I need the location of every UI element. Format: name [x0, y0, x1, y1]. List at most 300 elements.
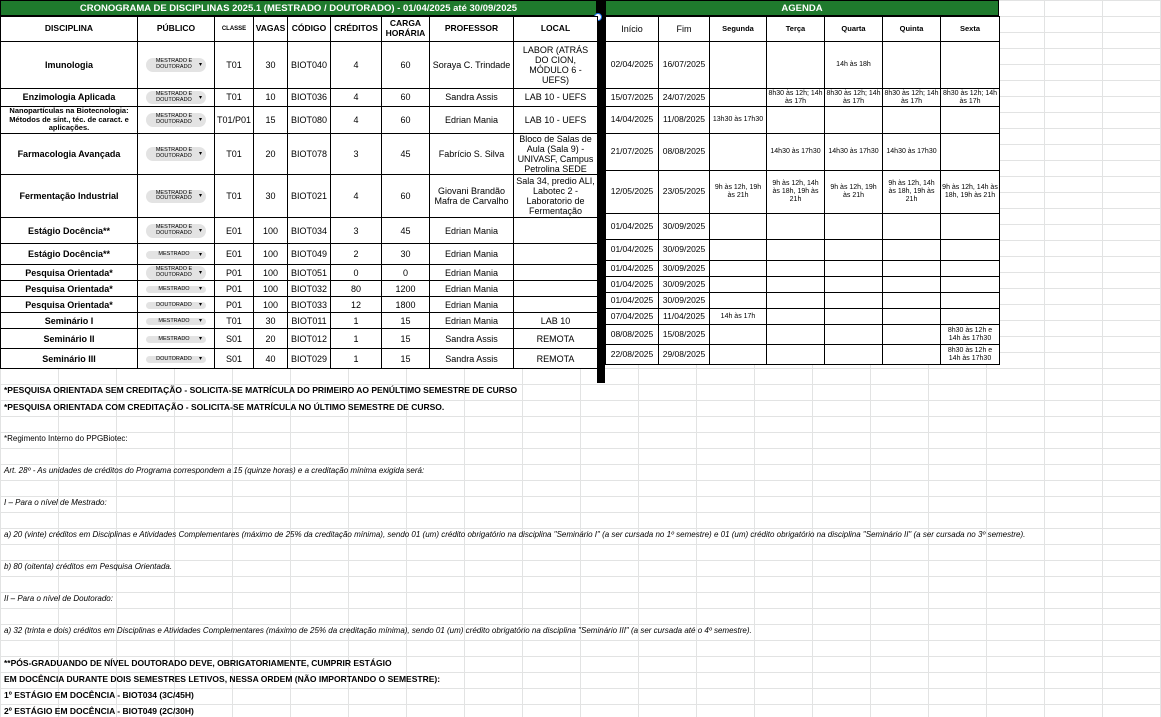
- header-fim[interactable]: Fim: [659, 17, 710, 42]
- agenda-row: [606, 325, 1000, 345]
- cell-quarta[interactable]: [825, 261, 883, 277]
- note-doutorado-title[interactable]: II – Para o nível de Doutorado:: [4, 594, 113, 603]
- cell-local[interactable]: LABOR (ATRÁS DO CION, MÓDULO 6 - UEFS): [514, 42, 598, 89]
- publico-dropdown[interactable]: [146, 224, 206, 238]
- cell-carga[interactable]: 15: [382, 329, 430, 349]
- cell-local[interactable]: [514, 281, 598, 297]
- note-estagio-biot049[interactable]: 2º ESTÁGIO EM DOCÊNCIA - BIOT049 (2C/30H): [4, 706, 194, 716]
- cell-creditos[interactable]: 1: [331, 329, 382, 349]
- header-sexta[interactable]: Sexta: [941, 17, 1000, 42]
- cell-codigo[interactable]: BIOT049: [288, 244, 331, 265]
- publico-dropdown[interactable]: [146, 113, 206, 127]
- cell-sexta[interactable]: 8h30 às 12h; 14h às 17h: [941, 89, 1000, 107]
- cell-quarta[interactable]: [825, 293, 883, 309]
- column-separator: [597, 0, 605, 383]
- cell-publico[interactable]: [138, 265, 215, 281]
- cell-terca[interactable]: [767, 261, 825, 277]
- cell-publico[interactable]: [138, 313, 215, 329]
- agenda-table: [605, 16, 1000, 365]
- header-publico[interactable]: PÚBLICO: [138, 17, 215, 42]
- cell-inicio[interactable]: 01/04/2025: [606, 277, 659, 293]
- table-row: [1, 281, 598, 297]
- cell-local[interactable]: [514, 244, 598, 265]
- cell-classe[interactable]: T01: [215, 134, 254, 175]
- cell-carga[interactable]: 60: [382, 89, 430, 107]
- cell-classe[interactable]: P01: [215, 281, 254, 297]
- cell-fim[interactable]: 24/07/2025: [659, 89, 710, 107]
- cell-codigo[interactable]: BIOT029: [288, 349, 331, 369]
- chevron-down-icon: ▾: [198, 318, 202, 325]
- cell-disciplina[interactable]: Farmacologia Avançada: [1, 134, 138, 175]
- note-regimento[interactable]: *Regimento Interno do PPGBiotec:: [4, 434, 128, 443]
- cell-quarta[interactable]: [825, 214, 883, 240]
- cell-segunda[interactable]: [710, 240, 767, 261]
- cell-vagas[interactable]: 10: [254, 89, 288, 107]
- cell-publico[interactable]: [138, 134, 215, 175]
- note-estagio-1[interactable]: **PÓS-GRADUANDO DE NÍVEL DOUTORADO DEVE, OBRIGATORIAMENTE, CUMPRIR ESTÁGIO: [4, 658, 392, 668]
- cell-creditos[interactable]: 80: [331, 281, 382, 297]
- chevron-down-icon: ▾: [198, 151, 202, 158]
- table-row: [1, 134, 598, 175]
- cell-quarta[interactable]: [825, 107, 883, 134]
- cell-carga[interactable]: 60: [382, 175, 430, 218]
- cell-carga[interactable]: 45: [382, 218, 430, 244]
- publico-dropdown[interactable]: [146, 318, 206, 326]
- cell-terca[interactable]: [767, 345, 825, 365]
- note-estagio-2[interactable]: EM DOCÊNCIA DURANTE DOIS SEMESTRES LETIVOS, NESSA ORDEM (NÃO IMPORTANDO O SEMESTRE):: [4, 674, 441, 684]
- cell-disciplina[interactable]: Seminário I: [1, 313, 138, 329]
- agenda-row: [606, 107, 1000, 134]
- cell-creditos[interactable]: 4: [331, 42, 382, 89]
- cell-sexta[interactable]: [941, 214, 1000, 240]
- cell-creditos[interactable]: 4: [331, 89, 382, 107]
- header-codigo[interactable]: CÓDIGO: [288, 17, 331, 42]
- cell-codigo[interactable]: BIOT040: [288, 42, 331, 89]
- publico-dropdown[interactable]: [146, 190, 206, 204]
- cell-terca[interactable]: [767, 293, 825, 309]
- cell-codigo[interactable]: BIOT036: [288, 89, 331, 107]
- publico-dropdown[interactable]: [146, 147, 206, 161]
- cell-terca[interactable]: 8h30 às 12h; 14h às 17h: [768, 89, 823, 105]
- cell-disciplina[interactable]: Estágio Docência**: [1, 218, 138, 244]
- cell-publico[interactable]: [138, 349, 215, 369]
- cell-vagas[interactable]: 30: [254, 42, 288, 89]
- cell-segunda[interactable]: [710, 134, 767, 171]
- cell-professor[interactable]: Sandra Assis: [430, 349, 514, 369]
- cell-carga[interactable]: 60: [382, 107, 430, 134]
- cell-vagas[interactable]: 100: [254, 265, 288, 281]
- cell-professor[interactable]: Edrian Mania: [430, 265, 514, 281]
- cell-publico[interactable]: [138, 218, 215, 244]
- agenda-row: [606, 345, 1000, 365]
- header-classe[interactable]: CLASSE: [215, 17, 254, 42]
- table-row: [1, 107, 598, 134]
- cell-fim[interactable]: 30/09/2025: [659, 293, 710, 309]
- cell-disciplina[interactable]: Pesquisa Orientada*: [1, 297, 138, 313]
- cell-terca[interactable]: [767, 277, 825, 293]
- cell-codigo[interactable]: BIOT011: [288, 313, 331, 329]
- cell-segunda[interactable]: [710, 345, 767, 365]
- note-pesquisa-com-creditacao[interactable]: *PESQUISA ORIENTADA COM CREDITAÇÃO - SOLICITA-SE MATRÍCULA NO ÚLTIMO SEMESTRE DE CURSO.: [4, 402, 445, 412]
- cell-fim[interactable]: 30/09/2025: [659, 214, 710, 240]
- cell-disciplina[interactable]: Seminário III: [1, 349, 138, 369]
- publico-dropdown-value: MESTRADO E DOUTORADO: [155, 224, 193, 236]
- cell-quarta[interactable]: 14h30 às 17h30: [825, 134, 883, 171]
- publico-dropdown-value: MESTRADO E DOUTORADO: [155, 113, 193, 125]
- cell-quarta[interactable]: [825, 277, 883, 293]
- cell-local[interactable]: LAB 10: [514, 313, 598, 329]
- chevron-down-icon: ▾: [198, 251, 202, 258]
- cell-vagas[interactable]: 100: [254, 297, 288, 313]
- cell-disciplina[interactable]: Estágio Docência**: [1, 244, 138, 265]
- note-doutorado-a[interactable]: a) 32 (trinta e dois) créditos em Disciplinas e Atividades Complementares (máximo de 25% da creditação mínima), sendo 01 (um) crédito obrigatório na disciplina "Seminário III" (a ser cursada até o 4º semestre).: [4, 626, 752, 635]
- cell-vagas[interactable]: 30: [254, 175, 288, 218]
- cell-local[interactable]: LAB 10 - UEFS: [514, 107, 598, 134]
- cell-quinta[interactable]: 14h30 às 17h30: [883, 134, 941, 171]
- cell-terca[interactable]: [767, 325, 825, 345]
- cell-professor[interactable]: Edrian Mania: [430, 244, 514, 265]
- chevron-down-icon: ▾: [198, 356, 202, 363]
- note-art28[interactable]: Art. 28º - As unidades de créditos do Programa correspondem a 15 (quinze horas) e a creditação mínima exigida será:: [4, 466, 425, 475]
- cell-codigo[interactable]: BIOT034: [288, 218, 331, 244]
- cell-inicio[interactable]: 14/04/2025: [606, 107, 659, 134]
- publico-dropdown[interactable]: [146, 356, 206, 364]
- cell-disciplina[interactable]: Pesquisa Orientada*: [1, 281, 138, 297]
- cell-local[interactable]: Sala 34, predio ALI, Labotec 2 - Laboratorio de Fermentação: [514, 175, 598, 218]
- publico-dropdown[interactable]: [146, 251, 206, 259]
- agenda-title-bar[interactable]: AGENDA: [605, 0, 999, 16]
- agenda-row: [606, 42, 1000, 89]
- chevron-down-icon: ▾: [198, 286, 202, 293]
- cell-vagas[interactable]: 100: [254, 244, 288, 265]
- header-segunda[interactable]: Segunda: [710, 17, 767, 42]
- header-carga-horaria[interactable]: CARGA HORÁRIA: [382, 17, 430, 42]
- agenda-row: [606, 293, 1000, 309]
- cell-fim[interactable]: 08/08/2025: [659, 134, 710, 171]
- cell-inicio[interactable]: 01/04/2025: [606, 214, 659, 240]
- cell-vagas[interactable]: 15: [254, 107, 288, 134]
- cell-disciplina[interactable]: Fermentação Industrial: [1, 175, 138, 218]
- cell-segunda[interactable]: 14h às 17h: [710, 309, 767, 325]
- cell-segunda[interactable]: [710, 325, 767, 345]
- cell-inicio[interactable]: 21/07/2025: [606, 134, 659, 171]
- cell-inicio[interactable]: 01/04/2025: [606, 293, 659, 309]
- cell-quinta[interactable]: 8h30 às 12h; 14h às 17h: [884, 89, 939, 105]
- publico-dropdown-value: MESTRADO: [158, 251, 190, 257]
- cell-inicio[interactable]: 15/07/2025: [606, 89, 659, 107]
- cell-creditos[interactable]: 3: [331, 218, 382, 244]
- cell-vagas[interactable]: 20: [254, 134, 288, 175]
- cell-local[interactable]: [514, 218, 598, 244]
- cell-carga[interactable]: 60: [382, 42, 430, 89]
- cell-sexta[interactable]: [941, 293, 1000, 309]
- header-quarta[interactable]: Quarta: [825, 17, 883, 42]
- table-row: [1, 175, 598, 218]
- cell-classe[interactable]: T01: [215, 42, 254, 89]
- cell-terca[interactable]: 14h30 às 17h30: [767, 134, 825, 171]
- cell-segunda[interactable]: [710, 261, 767, 277]
- cell-classe[interactable]: T01: [215, 89, 254, 107]
- cell-quinta[interactable]: [883, 325, 941, 345]
- cell-quarta[interactable]: [825, 345, 883, 365]
- cell-local[interactable]: REMOTA: [514, 329, 598, 349]
- cell-professor[interactable]: Edrian Mania: [430, 107, 514, 134]
- agenda-row: [606, 89, 1000, 107]
- cell-codigo[interactable]: BIOT012: [288, 329, 331, 349]
- cell-sexta[interactable]: [941, 261, 1000, 277]
- chevron-down-icon: ▾: [198, 61, 202, 68]
- table-row: [1, 89, 598, 107]
- cell-local[interactable]: Bloco de Salas de Aula (Sala 9) - UNIVASF, Campus Petrolina SEDE: [514, 134, 598, 175]
- header-creditos[interactable]: CRÉDITOS: [331, 17, 382, 42]
- cell-fim[interactable]: 11/04/2025: [659, 309, 710, 325]
- cell-fim[interactable]: 30/09/2025: [659, 277, 710, 293]
- chevron-down-icon: ▾: [198, 336, 202, 343]
- chevron-down-icon: ▾: [198, 193, 202, 200]
- header-terca[interactable]: Terça: [767, 17, 825, 42]
- cell-classe[interactable]: E01: [215, 218, 254, 244]
- cell-sexta[interactable]: [941, 240, 1000, 261]
- cell-professor[interactable]: Edrian Mania: [430, 218, 514, 244]
- cell-creditos[interactable]: 3: [331, 134, 382, 175]
- cell-disciplina[interactable]: Imunologia: [1, 42, 138, 89]
- cell-classe[interactable]: S01: [215, 329, 254, 349]
- cell-inicio[interactable]: 22/08/2025: [606, 345, 659, 365]
- cell-local[interactable]: REMOTA: [514, 349, 598, 369]
- note-estagio-biot034[interactable]: 1º ESTÁGIO EM DOCÊNCIA - BIOT034 (3C/45H): [4, 690, 194, 700]
- cell-creditos[interactable]: 4: [331, 175, 382, 218]
- publico-dropdown-value: MESTRADO E DOUTORADO: [155, 266, 193, 278]
- cell-publico[interactable]: [138, 297, 215, 313]
- header-disciplina[interactable]: DISCIPLINA: [1, 17, 138, 42]
- cell-fim[interactable]: 11/08/2025: [659, 107, 710, 134]
- cell-professor[interactable]: Edrian Mania: [430, 281, 514, 297]
- cell-sexta[interactable]: [941, 107, 1000, 134]
- cell-terca[interactable]: [767, 214, 825, 240]
- publico-dropdown[interactable]: [146, 336, 206, 344]
- cell-inicio[interactable]: 08/08/2025: [606, 325, 659, 345]
- cell-inicio[interactable]: 02/04/2025: [606, 42, 659, 89]
- cell-vagas[interactable]: 40: [254, 349, 288, 369]
- cell-segunda[interactable]: 9h às 12h, 19h às 21h: [710, 171, 767, 214]
- cell-sexta[interactable]: 8h30 às 12h e 14h às 17h30: [941, 325, 1000, 345]
- cell-disciplina[interactable]: Nanopartículas na Biotecnologia: Métodos de sínt., téc. de caract. e aplicações.: [1, 107, 138, 134]
- publico-dropdown-value: MESTRADO: [158, 317, 190, 324]
- cell-codigo[interactable]: BIOT032: [288, 281, 331, 297]
- cell-quinta[interactable]: [883, 309, 941, 325]
- agenda-row: [606, 214, 1000, 240]
- cell-publico[interactable]: [138, 89, 215, 107]
- table-row: [1, 265, 598, 281]
- cell-classe[interactable]: T01: [215, 313, 254, 329]
- cell-disciplina[interactable]: Enzimologia Aplicada: [1, 89, 138, 107]
- cell-quarta[interactable]: 8h30 às 12h; 14h às 17h: [826, 89, 881, 105]
- cell-terca[interactable]: [767, 240, 825, 261]
- cell-inicio[interactable]: 01/04/2025: [606, 261, 659, 277]
- cell-fim[interactable]: 29/08/2025: [659, 345, 710, 365]
- cell-professor[interactable]: Sandra Assis: [430, 89, 514, 107]
- cell-inicio[interactable]: 12/05/2025: [606, 171, 659, 214]
- cell-codigo[interactable]: BIOT033: [288, 297, 331, 313]
- agenda-row: [606, 134, 1000, 171]
- cell-inicio[interactable]: 01/04/2025: [606, 240, 659, 261]
- cell-vagas[interactable]: 100: [254, 281, 288, 297]
- cell-classe[interactable]: S01: [215, 349, 254, 369]
- cell-codigo[interactable]: BIOT051: [288, 265, 331, 281]
- cell-carga[interactable]: 1200: [382, 281, 430, 297]
- cell-local[interactable]: [514, 265, 598, 281]
- publico-dropdown[interactable]: [146, 91, 206, 105]
- cell-classe[interactable]: P01: [215, 265, 254, 281]
- cell-quinta[interactable]: [883, 293, 941, 309]
- cell-quinta[interactable]: [883, 240, 941, 261]
- cell-creditos[interactable]: 12: [331, 297, 382, 313]
- cell-quinta[interactable]: [883, 277, 941, 293]
- header-local[interactable]: LOCAL: [514, 17, 598, 42]
- cell-sexta[interactable]: [941, 277, 1000, 293]
- cell-quarta[interactable]: 9h às 12h, 19h às 21h: [825, 171, 883, 214]
- disciplines-table: [0, 16, 598, 369]
- cell-disciplina[interactable]: Pesquisa Orientada*: [1, 265, 138, 281]
- cell-creditos[interactable]: 2: [331, 244, 382, 265]
- cell-creditos[interactable]: 4: [331, 107, 382, 134]
- cell-carga[interactable]: 0: [382, 265, 430, 281]
- cell-professor[interactable]: Soraya C. Trindade: [430, 42, 514, 89]
- cell-publico[interactable]: [138, 107, 215, 134]
- cell-codigo[interactable]: BIOT078: [288, 134, 331, 175]
- cell-quarta[interactable]: 14h às 18h: [825, 42, 883, 89]
- publico-dropdown[interactable]: [146, 266, 206, 280]
- cell-classe[interactable]: E01: [215, 244, 254, 265]
- publico-dropdown-value: MESTRADO E DOUTORADO: [155, 90, 193, 103]
- cell-sexta[interactable]: [941, 309, 1000, 325]
- cell-professor[interactable]: Giovani Brandão Mafra de Carvalho: [430, 175, 514, 218]
- cell-classe[interactable]: P01: [215, 297, 254, 313]
- chevron-down-icon: ▾: [198, 116, 202, 123]
- cell-terca[interactable]: [767, 107, 825, 134]
- publico-dropdown-value: MESTRADO E DOUTORADO: [155, 58, 193, 70]
- cell-fim[interactable]: 16/07/2025: [659, 42, 710, 89]
- cell-fim[interactable]: 23/05/2025: [659, 171, 710, 214]
- cell-local[interactable]: LAB 10 - UEFS: [514, 89, 598, 107]
- cell-classe[interactable]: T01: [215, 175, 254, 218]
- cell-segunda[interactable]: [710, 89, 767, 107]
- cell-segunda[interactable]: [710, 277, 767, 293]
- cell-codigo[interactable]: BIOT021: [288, 175, 331, 218]
- table-row: [1, 349, 598, 369]
- cell-carga[interactable]: 30: [382, 244, 430, 265]
- header-quinta[interactable]: Quinta: [883, 17, 941, 42]
- cell-fim[interactable]: 15/08/2025: [659, 325, 710, 345]
- cell-carga[interactable]: 45: [382, 134, 430, 175]
- publico-dropdown-value: MESTRADO: [158, 335, 190, 342]
- note-mestrado-b[interactable]: b) 80 (oitenta) créditos em Pesquisa Orientada.: [4, 562, 173, 571]
- publico-dropdown[interactable]: [146, 302, 206, 310]
- cell-quinta[interactable]: [883, 42, 941, 89]
- cell-quinta[interactable]: 9h às 12h, 14h às 18h, 19h às 21h: [883, 171, 941, 214]
- note-pesquisa-sem-creditacao[interactable]: *PESQUISA ORIENTADA SEM CREDITAÇÃO - SOLICITA-SE MATRÍCULA DO PRIMEIRO AO PENÚLTIMO SEMESTRE DE CURSO: [4, 385, 518, 395]
- chevron-down-icon: ▾: [198, 269, 202, 276]
- cell-local[interactable]: [514, 297, 598, 313]
- publico-dropdown-value: DOUTORADO: [156, 355, 192, 362]
- cell-inicio[interactable]: 07/04/2025: [606, 309, 659, 325]
- cell-vagas[interactable]: 20: [254, 329, 288, 349]
- header-professor[interactable]: PROFESSOR: [430, 17, 514, 42]
- cell-professor[interactable]: Edrian Mania: [430, 313, 514, 329]
- cell-professor[interactable]: Fabrício S. Silva: [430, 134, 514, 175]
- table-row: [1, 329, 598, 349]
- cell-quinta[interactable]: [883, 345, 941, 365]
- cell-creditos[interactable]: 1: [331, 349, 382, 369]
- cell-publico[interactable]: [138, 244, 215, 265]
- cell-fim[interactable]: 30/09/2025: [659, 261, 710, 277]
- cell-terca[interactable]: 9h às 12h, 14h às 18h, 19h às 21h: [767, 171, 825, 214]
- table-row: [1, 42, 598, 89]
- cell-publico[interactable]: [138, 329, 215, 349]
- cell-terca[interactable]: [767, 309, 825, 325]
- cell-publico[interactable]: [138, 42, 215, 89]
- cell-fim[interactable]: 30/09/2025: [659, 240, 710, 261]
- cell-segunda[interactable]: [710, 214, 767, 240]
- agenda-row: [606, 277, 1000, 293]
- cell-quarta[interactable]: [825, 325, 883, 345]
- cell-quinta[interactable]: [883, 261, 941, 277]
- cell-segunda[interactable]: [710, 293, 767, 309]
- chevron-down-icon: ▾: [198, 94, 202, 101]
- cell-creditos[interactable]: 0: [331, 265, 382, 281]
- title-bar[interactable]: CRONOGRAMA DE DISCIPLINAS 2025.1 (MESTRADO / DOUTORADO) - 01/04/2025 até 30/09/2025: [0, 0, 597, 16]
- cell-carga[interactable]: 15: [382, 313, 430, 329]
- cell-publico[interactable]: [138, 175, 215, 218]
- note-mestrado-a[interactable]: a) 20 (vinte) créditos em Disciplinas e Atividades Complementares (máximo de 25% da creditação mínima), sendo 01 (um) crédito obrigatório na disciplina "Seminário I" (a ser cursada no 1º semestre) e 01 (um) crédito obrigatório na disciplina "Seminário II" (a ser cursada no 3º semestre).: [4, 530, 1026, 539]
- cell-carga[interactable]: 1800: [382, 297, 430, 313]
- cell-carga[interactable]: 15: [382, 349, 430, 369]
- cell-codigo[interactable]: BIOT080: [288, 107, 331, 134]
- cell-vagas[interactable]: 30: [254, 313, 288, 329]
- publico-dropdown-value: MESTRADO E DOUTORADO: [155, 189, 193, 202]
- cell-sexta[interactable]: 9h às 12h, 14h às 18h, 19h às 21h: [941, 171, 1000, 214]
- header-inicio[interactable]: Início: [606, 17, 659, 42]
- cell-sexta[interactable]: [941, 134, 1000, 171]
- chevron-down-icon: ▾: [198, 227, 202, 234]
- table-row: [1, 218, 598, 244]
- agenda-row: [606, 261, 1000, 277]
- chevron-down-icon: ▾: [198, 302, 202, 309]
- cell-quarta[interactable]: [825, 309, 883, 325]
- cell-professor[interactable]: Edrian Mania: [430, 297, 514, 313]
- cell-sexta[interactable]: [941, 42, 1000, 89]
- cell-terca[interactable]: [767, 42, 825, 89]
- cell-sexta[interactable]: 8h30 às 12h e 14h às 17h30: [941, 345, 1000, 365]
- cell-professor[interactable]: Sandra Assis: [430, 329, 514, 349]
- cell-classe[interactable]: T01/P01: [215, 107, 254, 134]
- cell-disciplina[interactable]: Seminário II: [1, 329, 138, 349]
- cell-publico[interactable]: [138, 281, 215, 297]
- header-vagas[interactable]: VAGAS: [254, 17, 288, 42]
- cell-segunda[interactable]: [710, 42, 767, 89]
- cell-vagas[interactable]: 100: [254, 218, 288, 244]
- publico-dropdown[interactable]: [146, 286, 206, 294]
- table-row: [1, 244, 598, 265]
- note-mestrado-title[interactable]: I – Para o nível de Mestrado:: [4, 498, 107, 507]
- cell-quinta[interactable]: [883, 214, 941, 240]
- publico-dropdown[interactable]: [146, 58, 206, 72]
- cell-quarta[interactable]: [825, 240, 883, 261]
- cell-creditos[interactable]: 1: [331, 313, 382, 329]
- cell-segunda[interactable]: 13h30 às 17h30: [710, 107, 767, 134]
- agenda-row: [606, 240, 1000, 261]
- cell-quinta[interactable]: [883, 107, 941, 134]
